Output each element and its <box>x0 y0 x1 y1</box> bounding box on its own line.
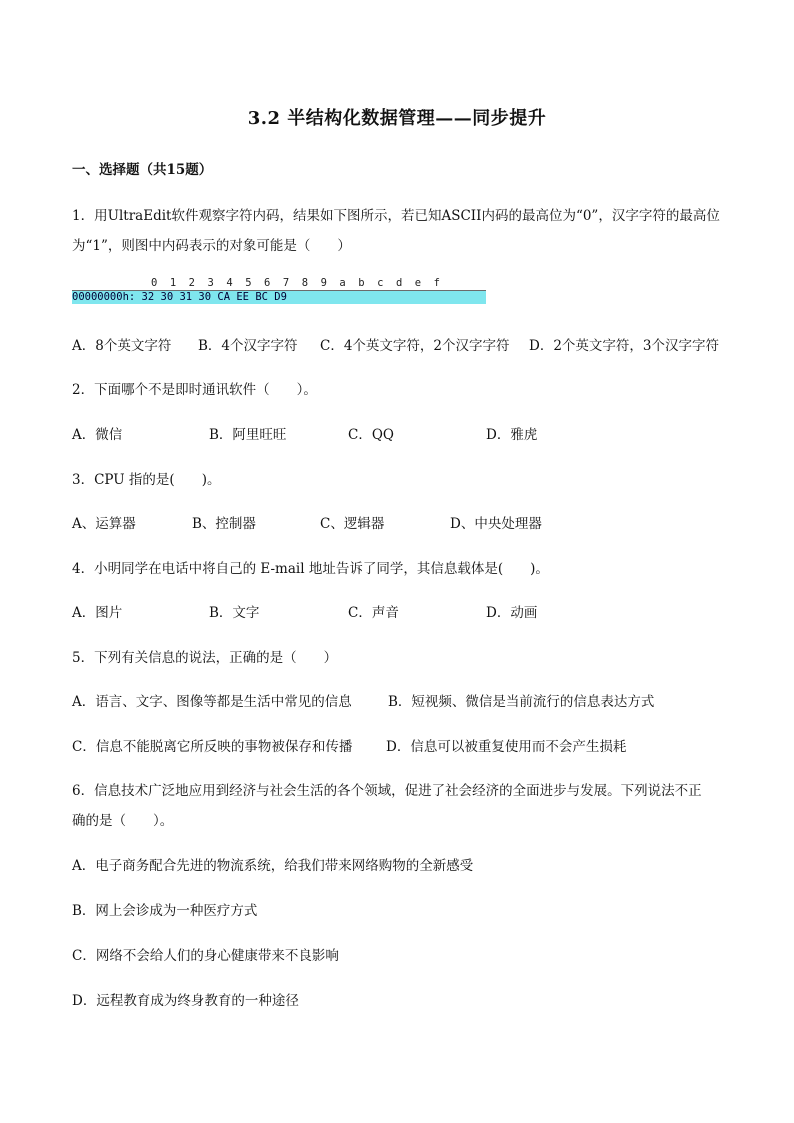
option-a: A．图片 <box>72 605 123 621</box>
question-2-stem: 2．下面哪个不是即时通讯软件（ ）。 <box>72 382 317 398</box>
page-title: 3.2 半结构化数据管理——同步提升 <box>247 108 547 129</box>
question-6-stem-line-2: 确的是（ ）。 <box>72 813 174 829</box>
section-heading: 一、选择题（共15题） <box>72 162 213 178</box>
option-a: A．微信 <box>72 427 123 443</box>
option-c: C．网络不会给人们的身心健康带来不良影响 <box>72 948 339 964</box>
option-c: C．信息不能脱离它所反映的事物被保存和传播 <box>72 739 353 755</box>
option-c: C．4个英文字符，2个汉字字符 <box>320 338 510 354</box>
option-b: B．文字 <box>209 605 260 621</box>
option-d: D、中央处理器 <box>450 516 542 532</box>
option-d: D．信息可以被重复使用而不会产生损耗 <box>386 739 627 755</box>
option-d: D．动画 <box>486 605 538 621</box>
question-3-stem: 3．CPU 指的是( )。 <box>72 472 221 488</box>
option-b: B．短视频、微信是当前流行的信息表达方式 <box>388 694 655 710</box>
option-d: D．2个英文字符，3个汉字字符 <box>529 338 720 354</box>
option-d: D．雅虎 <box>486 427 538 443</box>
option-b: B．阿里旺旺 <box>209 427 287 443</box>
question-1-stem-line-2: 为“1”，则图中内码表示的对象可能是（ ） <box>72 238 351 254</box>
option-c: C、逻辑器 <box>320 516 385 532</box>
hex-data-row: 00000000h: 32 30 31 30 CA EE BC D9 <box>72 291 486 304</box>
option-b: B．网上会诊成为一种医疗方式 <box>72 903 258 919</box>
option-a: A、运算器 <box>72 516 136 532</box>
option-c: C．声音 <box>348 605 399 621</box>
option-b: B．4个汉字字符 <box>198 338 298 354</box>
question-6-stem-line-1: 6．信息技术广泛地应用到经济与社会生活的各个领域，促进了社会经济的全面进步与发展。下列说法不正 <box>72 783 702 799</box>
option-a: A．8个英文字符 <box>72 338 172 354</box>
option-c: C．QQ <box>348 427 394 443</box>
question-4-stem: 4．小明同学在电话中将自己的 E-mail 地址告诉了同学，其信息载体是( )。 <box>72 561 549 577</box>
question-5-stem: 5．下列有关信息的说法，正确的是（ ） <box>72 650 338 666</box>
hex-viewer-figure <box>72 276 486 304</box>
option-d: D．远程教育成为终身教育的一种途径 <box>72 993 299 1009</box>
option-b: B、控制器 <box>192 516 256 532</box>
hex-column-header: 0 1 2 3 4 5 6 7 8 9 a b c d e f <box>72 276 486 291</box>
question-1-stem-line-1: 1．用UltraEdit软件观察字符内码，结果如下图所示，若已知ASCII内码的最高位为“0”，汉字字符的最高位 <box>72 208 720 224</box>
option-a: A．语言、文字、图像等都是生活中常见的信息 <box>72 694 352 710</box>
option-a: A．电子商务配合先进的物流系统，给我们带来网络购物的全新感受 <box>72 858 474 874</box>
